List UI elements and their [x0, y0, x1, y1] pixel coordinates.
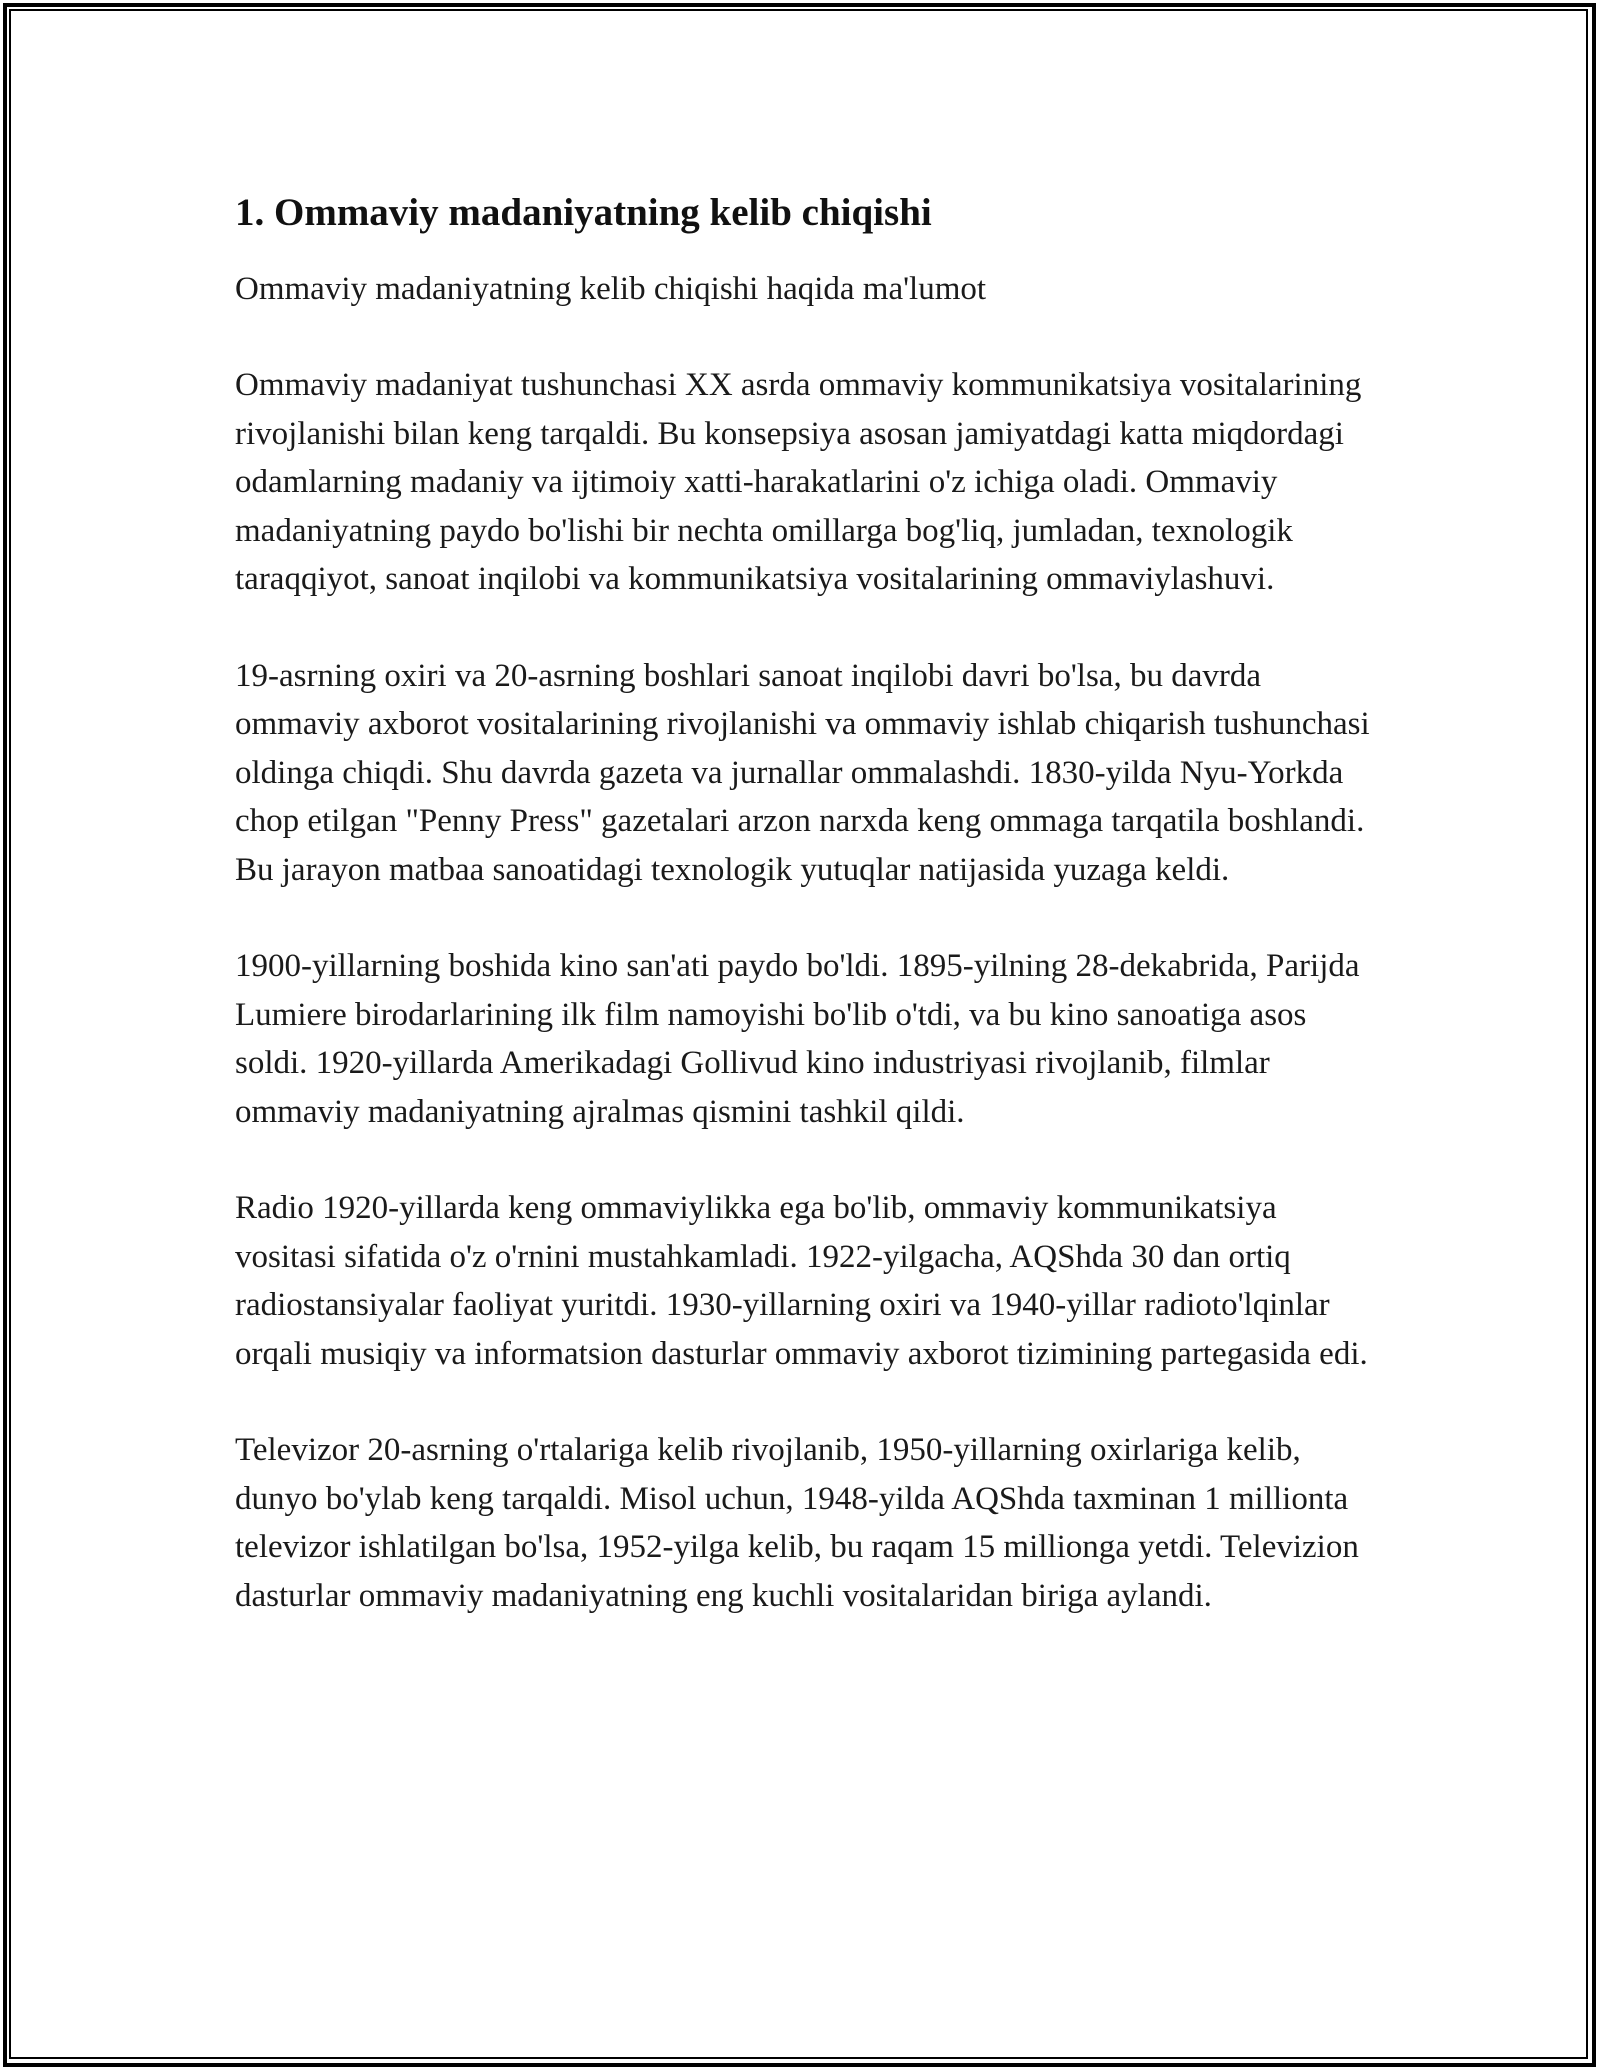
document-body — [235, 188, 1370, 1668]
document-title: 1. Ommaviy madaniyatning kelib chiqishi — [235, 191, 932, 234]
paragraph-intro: Ommaviy madaniyat tushunchasi XX asrda ommaviy kommunikatsiya vositalarining rivojlanishi bilan keng tarqaldi. Bu konsepsiya asosan jamiyatdagi katta miqdordagi odamlarning madaniy va ijtimoiy xatti-harakatlarini o'z ichiga oladi. Ommaviy madaniyatning paydo bo'lishi bir nechta omillarga bog'liq, jumladan, texnologik taraqqiyot, sanoat inqilobi va kommunikatsiya vositalarining ommaviylashuvi. — [235, 367, 1362, 597]
paragraph-radio: Radio 1920-yillarda keng ommaviylikka ega bo'lib, ommaviy kommunikatsiya vositasi sifatida o'z o'rnini mustahkamladi. 1922-yilgacha, AQShda 30 dan ortiq radiostansiyalar faoliyat yuritdi. 1930-yillarning oxiri va 1940-yillar radioto'lqinlar orqali musiqiy va informatsion dasturlar ommaviy axborot tizimining partegasida edi. — [235, 1190, 1368, 1372]
paragraph-cinema: 1900-yillarning boshida kino san'ati paydo bo'ldi. 1895-yilning 28-dekabrida, Parijda Lumiere birodarlarining ilk film namoyishi bo'lib o'tdi, va bu kino sanoatiga asos soldi. 1920-yillarda Amerikadagi Gollivud kino industriyasi rivojlanib, filmlar ommaviy madaniyatning ajralmas qismini tashkil qildi. — [235, 948, 1360, 1130]
paragraph-press: 19-asrning oxiri va 20-asrning boshlari sanoat inqilobi davri bo'lsa, bu davrda ommaviy axborot vositalarining rivojlanishi va ommaviy ishlab chiqarish tushunchasi oldinga chiqdi. Shu davrda gazeta va jurnallar ommalashdi. 1830-yilda Nyu-Yorkda chop etilgan "Penny Press" gazetalari arzon narxda keng ommaga tarqatila boshlandi. Bu jarayon matbaa sanoatidagi texnologik yutuqlar natijasida yuzaga keldi. — [235, 657, 1370, 888]
document-subtitle: Ommaviy madaniyatning kelib chiqishi haqida ma'lumot — [235, 271, 987, 307]
paragraph-television: Televizor 20-asrning o'rtalariga kelib rivojlanib, 1950-yillarning oxirlariga kelib, dunyo bo'ylab keng tarqaldi. Misol uchun, 1948-yilda AQShda taxminan 1 millionta televizor ishlatilgan bo'lsa, 1952-yilga kelib, bu raqam 15 millionga yetdi. Televizion dasturlar ommaviy madaniyatning eng kuchli vositalaridan biriga aylandi. — [235, 1432, 1359, 1614]
